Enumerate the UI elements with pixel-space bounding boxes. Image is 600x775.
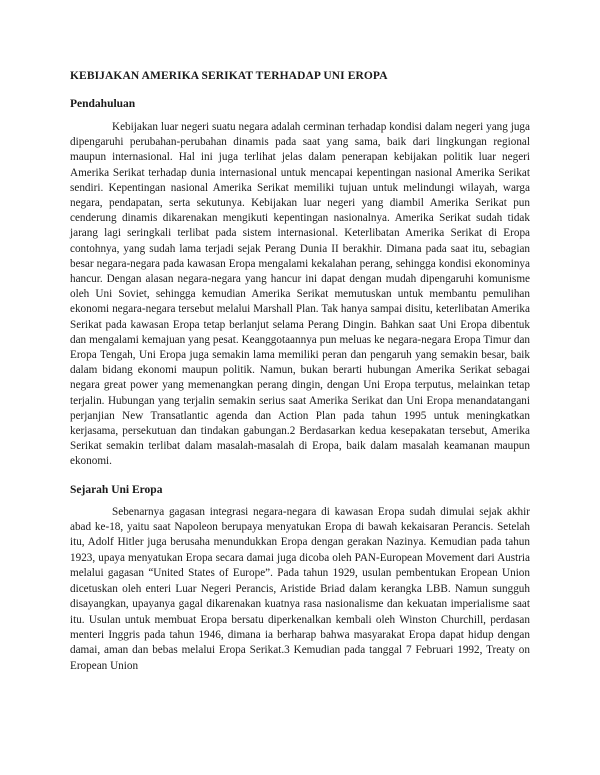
section-heading-sejarah-uni-eropa: Sejarah Uni Eropa (70, 483, 163, 496)
paragraph-sejarah-uni-eropa: Sebenarnya gagasan integrasi negara-negara di kawasan Eropa sudah dimulai sejak akhir abad ke-18, yaitu saat Napoleon berupaya menyatukan Eropa di bawah kekaisaran Perancis. Setelah itu, Adolf Hitler juga berusaha menundukkan Eropa dengan gerakan Nazinya. Kemudian pada tahun 1923, upaya menyatukan Eropa secara damai juga dicoba oleh PAN-European Movement dari Austria melalui gagasan “United States of Europe”. Pada tahun 1929, usulan pembentukan Eropean Union dicetuskan oleh enteri Luar Negeri Perancis, Aristide Briad dalam kerangka LBB. Namun sungguh disayangkan, upayanya gagal dikarenakan kuatnya rasa nasionalisme dan kekuatan imperialisme saat itu. Usulan untuk membuat Eropa bersatu diperkenalkan kembali oleh Winston Churchill, perdasan menteri Inggris pada tahun 1946, dimana ia berharap bahwa masyarakat Eropa dapat hidup dengan damai, aman dan bebas melalui Eropa Serikat.3 Kemudian pada tanggal 7 Februari 1992, Treaty on Eropean Union (70, 505, 530, 672)
paragraph-pendahuluan: Kebijakan luar negeri suatu negara adalah cerminan terhadap kondisi dalam negeri yang juga dipengaruhi perubahan-perubahan dinamis pada saat yang sama, baik dari lingkungan regional maupun internasional. Hal ini juga terlihat jelas dalam penerapan kebijakan politik luar negeri Amerika Serikat terhadap dunia internasional untuk mencapai kepentingan nasional Amerika Serikat sendiri. Kepentingan nasional Amerika Serikat memiliki tujuan untuk melindungi wilayah, warga negara, pendapatan, serta sekutunya. Kebijakan luar negeri yang diambil Amerika Serikat pun cenderung dinamis dikarenakan mengikuti kepentingan nasionalnya. Amerika Serikat sudah tidak jarang lagi seringkali terlibat pada sistem internasional. Keterlibatan Amerika Serikat di Eropa contohnya, yang sudah lama terjadi sejak Perang Dunia II berakhir. Dimana pada saat itu, sebagian besar negara-negara pada kawasan Eropa mengalami kekalahan perang, sehingga kondisi ekonominya hancur. Dengan alasan negara-negara yang hancur ini dapat dengan mudah dipengaruhi komunisme oleh Uni Soviet, sehingga kemudian Amerika Serikat memutuskan untuk membantu pemulihan ekonomi negara-negara tersebut melalui Marshall Plan. Tak hanya sampai disitu, keterlibatan Amerika Serikat pada kawasan Eropa tetap berlanjut selama Perang Dingin. Bahkan saat Uni Eropa dibentuk dan mengalami kemajuan yang pesat. Keanggotaannya pun meluas ke negara-negara Eropa Timur dan Eropa Tengah, Uni Eropa juga semakin lama memiliki peran dan pengaruh yang semakin besar, baik dalam bidang ekonomi maupun politik. Namun, bukan berarti hubungan Amerika Serikat sebagai negara great power yang memenangkan perang dingin, dengan Uni Eropa terputus, melainkan tetap terjalin. Hubungan yang terjalin semakin serius saat Amerika Serikat dan Uni Eropa menandatangani perjanjian New Transatlantic agenda dan Action Plan pada tahun 1995 untuk meningkatkan kerjasama, persekutuan dan tindakan gabungan.2 Berdasarkan kedua kesepakatan tersebut, Amerika Serikat semakin terlibat dalam masalah-masalah di Eropa, baik dalam masalah keamanan maupun ekonomi. (70, 121, 530, 468)
document-title: KEBIJAKAN AMERIKA SERIKAT TERHADAP UNI EROPA (70, 70, 388, 82)
section-heading-pendahuluan: Pendahuluan (70, 98, 136, 110)
document-body (70, 68, 530, 674)
